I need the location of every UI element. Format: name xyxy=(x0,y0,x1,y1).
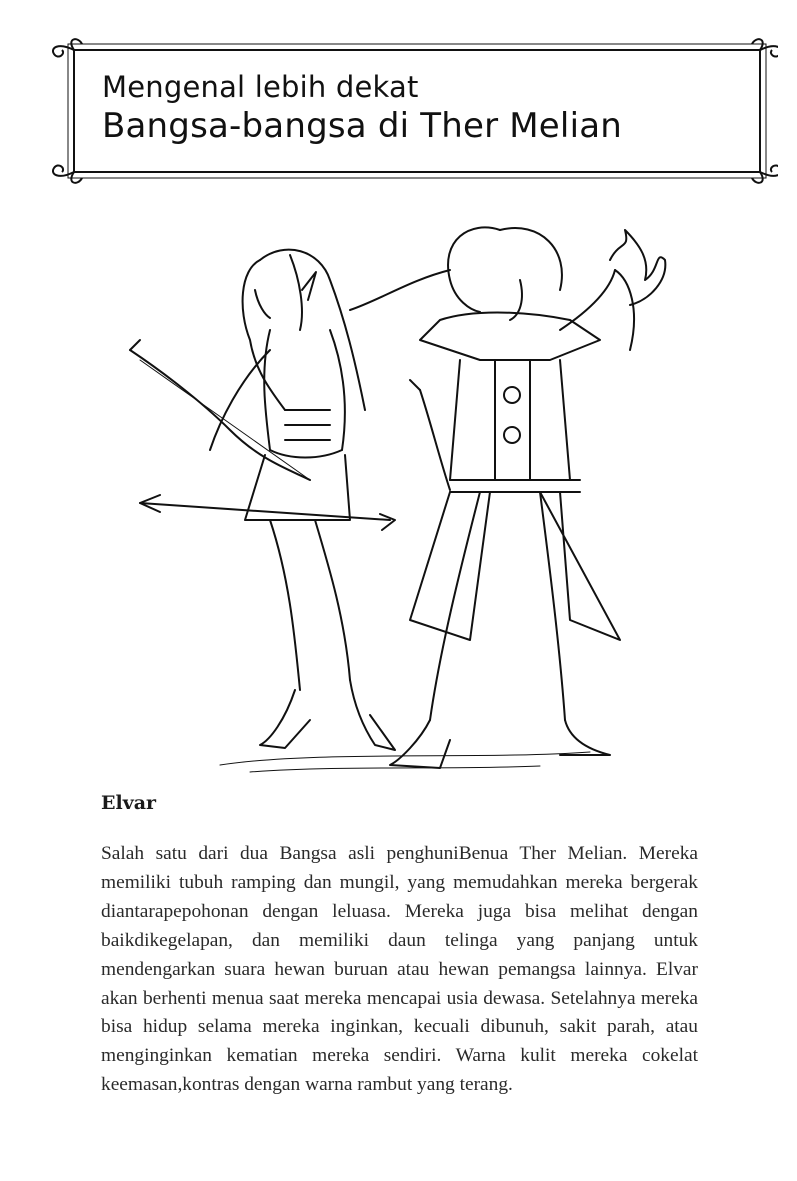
elvar-illustration xyxy=(120,220,680,790)
section-body: Salah satu dari dua Bangsa asli penghuniBenua Ther Melian. Mereka memiliki tubuh ramping dan mungil, yang memudahkan mereka bergerak diantarapepohonan dengan leluasa. Mereka juga bisa melihat dengan baikdikegelapan, dan memiliki daun telinga yang panjang untuk mendengarkan suara hewan buruan atau hewan pemangsa lainnya. Elvar akan berhenti menua saat mereka mencapai usia dewasa. Setelahnya mereka bisa hidup selama mereka inginkan, kecuali dibunuh, sakit parah, atau menginginkan kematian mereka sendiri. Warna kulit mereka cokelat keemasan,kontras dengan warna rambut yang terang. xyxy=(101,843,698,1096)
archer-woman-icon xyxy=(130,250,395,750)
title-main: Bangsa-bangsa di Ther Melian xyxy=(102,106,622,146)
page-title xyxy=(102,70,622,148)
section-heading: Elvar xyxy=(101,792,157,814)
title-subtitle: Mengenal lebih dekat xyxy=(102,70,419,104)
fire-mage-man-icon xyxy=(350,227,665,768)
illustration-elvar-figures xyxy=(120,220,680,790)
